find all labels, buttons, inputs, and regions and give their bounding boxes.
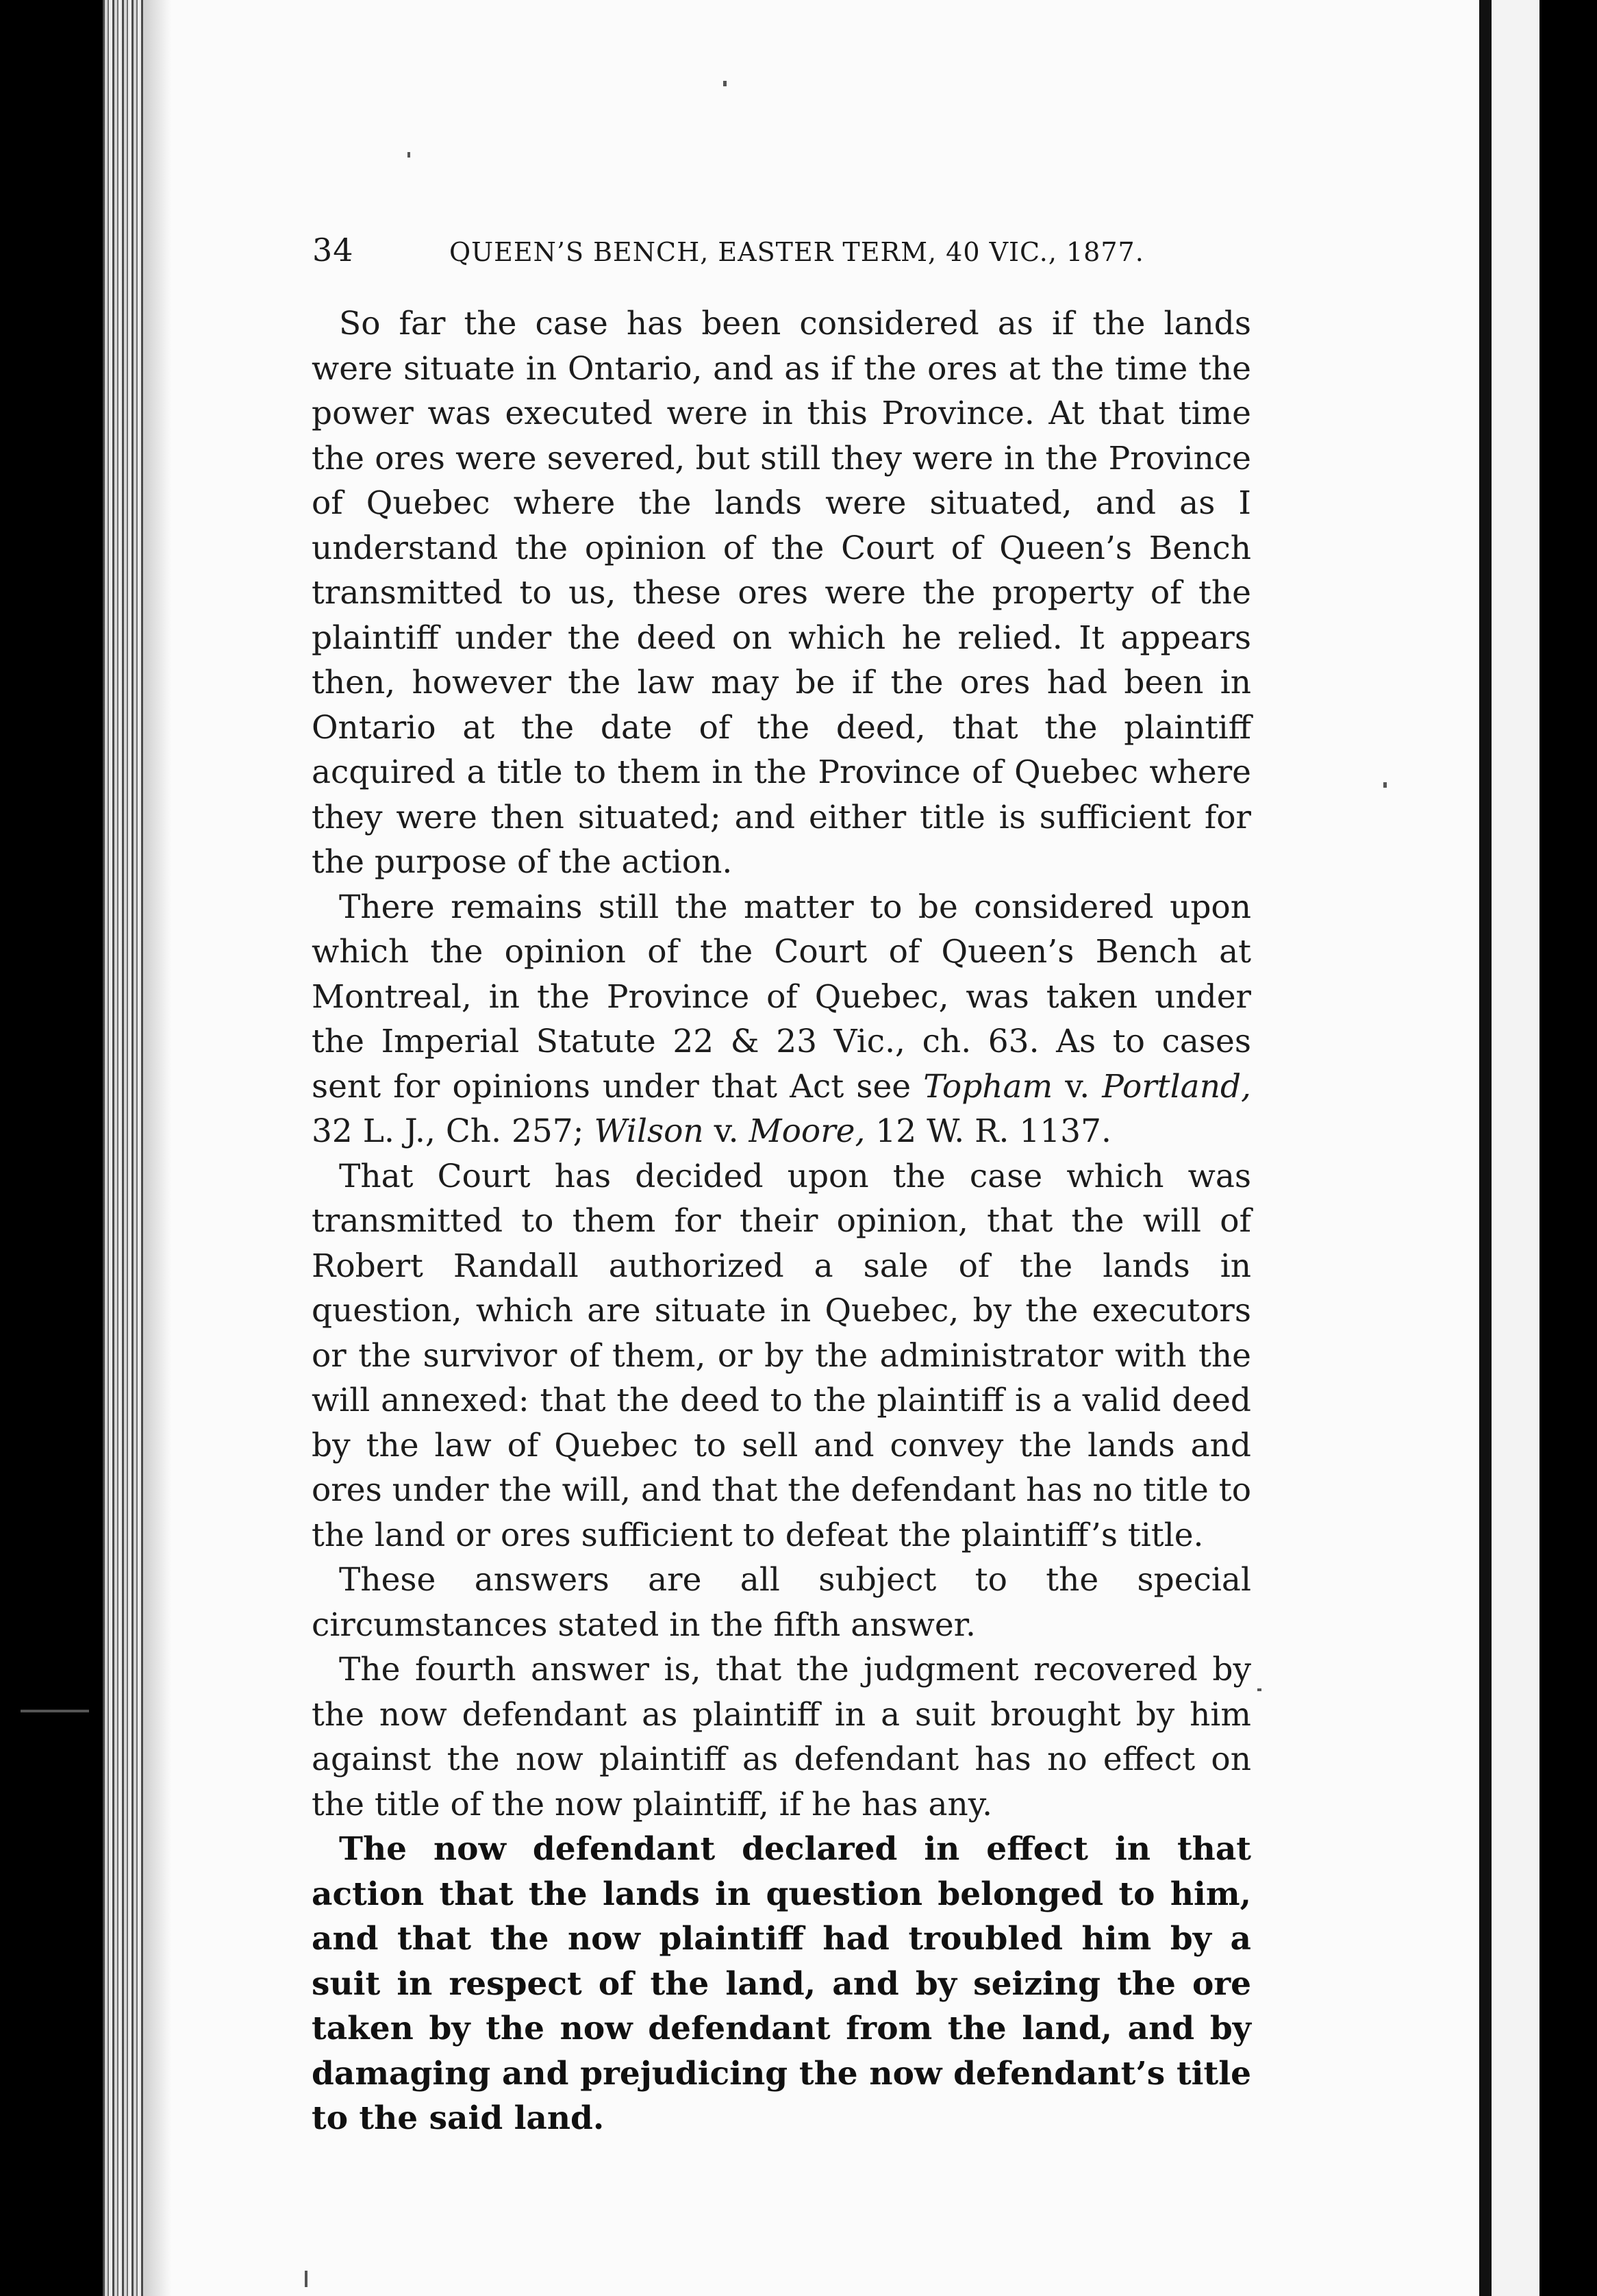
- paragraph-text: 12 W. R. 1137.: [865, 1112, 1111, 1150]
- case-name: Moore,: [749, 1112, 866, 1150]
- scan-speck: [305, 2271, 307, 2287]
- gutter-shadow: [144, 0, 171, 2296]
- case-name: Wilson: [594, 1112, 704, 1150]
- page-header: [312, 232, 1271, 273]
- case-name: Portland,: [1102, 1067, 1251, 1106]
- paragraph: [312, 301, 1251, 885]
- paragraph-text: So far the case has been considered as if the lands were situate in Ontario, and as if the ores at the time the power was executed were in this Province. At that time the ores were severed, but still they were in the Province of Quebec where the lands were situated, and as I understand the opinion of the Court of Queen’s Bench transmitted to us, these ores were the property of the plaintiff under the deed on which he relied. It appears then, however the law may be if the ores had been in Ontario at the date of the deed, that the plaintiff acquired a title to them in the Province of Quebec where they were then situated; and either title is sufficient for the purpose of the action.: [312, 305, 1251, 881]
- paragraph-text: There remains still the matter to be considered upon which the opinion of the Court of Queen’s Bench at Montreal, in the Province of Quebec, was taken under the Imperial Statute 22 & 23 Vic., ch. 63. As to cases sent for opinions under that Act see: [312, 888, 1251, 1106]
- paragraph-text: The fourth answer is, that the judgment recovered by the now defendant as plaintiff in a suit brought by him against the now plaintiff as defendant has no effect on the title of the now plaintiff, if he has any.: [312, 1651, 1251, 1823]
- binding-gutter: [103, 0, 144, 2296]
- scan-speck: [1383, 782, 1387, 788]
- paragraph-text: v.: [703, 1112, 749, 1150]
- body-text: [312, 301, 1251, 2141]
- scan-speck: [21, 1710, 89, 1712]
- scan-speck: [1257, 1688, 1261, 1691]
- paragraph-text: That Court has decided upon the case which was transmitted to them for their opinion, that the will of Robert Randall authorized a sale of the lands in question, which are situate in Quebec, by the executors or the survivor of them, or by the administrator with the will annexed: that the deed to the plaintiff is a valid deed by the law of Quebec to sell and convey the lands and ores under the will, and that the defendant has no title to the land or ores sufficient to defeat the plaintiff’s title.: [312, 1157, 1251, 1554]
- case-name: Topham: [923, 1067, 1053, 1106]
- scan-background: [1539, 0, 1597, 2296]
- running-title: QUEEN’S BENCH, EASTER TERM, 40 VIC., 1877.: [449, 237, 1144, 267]
- paragraph: [312, 885, 1251, 1154]
- paragraph: [312, 1647, 1251, 1827]
- page-number: 34: [312, 232, 354, 269]
- scan-speck: [723, 81, 727, 86]
- paragraph-text: These answers are all subject to the special circumstances stated in the fifth answer.: [312, 1561, 1251, 1644]
- paragraph: [312, 1558, 1251, 1647]
- paragraph-text: 32 L. J., Ch. 257;: [312, 1112, 594, 1150]
- page-edge-shadow: [1479, 0, 1492, 2296]
- next-page-sliver: [1492, 0, 1539, 2296]
- paragraph-text: The now defendant declared in effect in that action that the lands in question belonged to him, and that the now plaintiff had troubled him by a suit in respect of the land, and by seizing the ore taken by the now defendant from the land, and by damaging and prejudicing the now defendant’s title to the said land.: [312, 1830, 1251, 2137]
- paragraph: [312, 1154, 1251, 1558]
- paragraph-text: v.: [1053, 1067, 1103, 1106]
- paragraph: [312, 1827, 1251, 2141]
- scan-speck: [407, 152, 410, 158]
